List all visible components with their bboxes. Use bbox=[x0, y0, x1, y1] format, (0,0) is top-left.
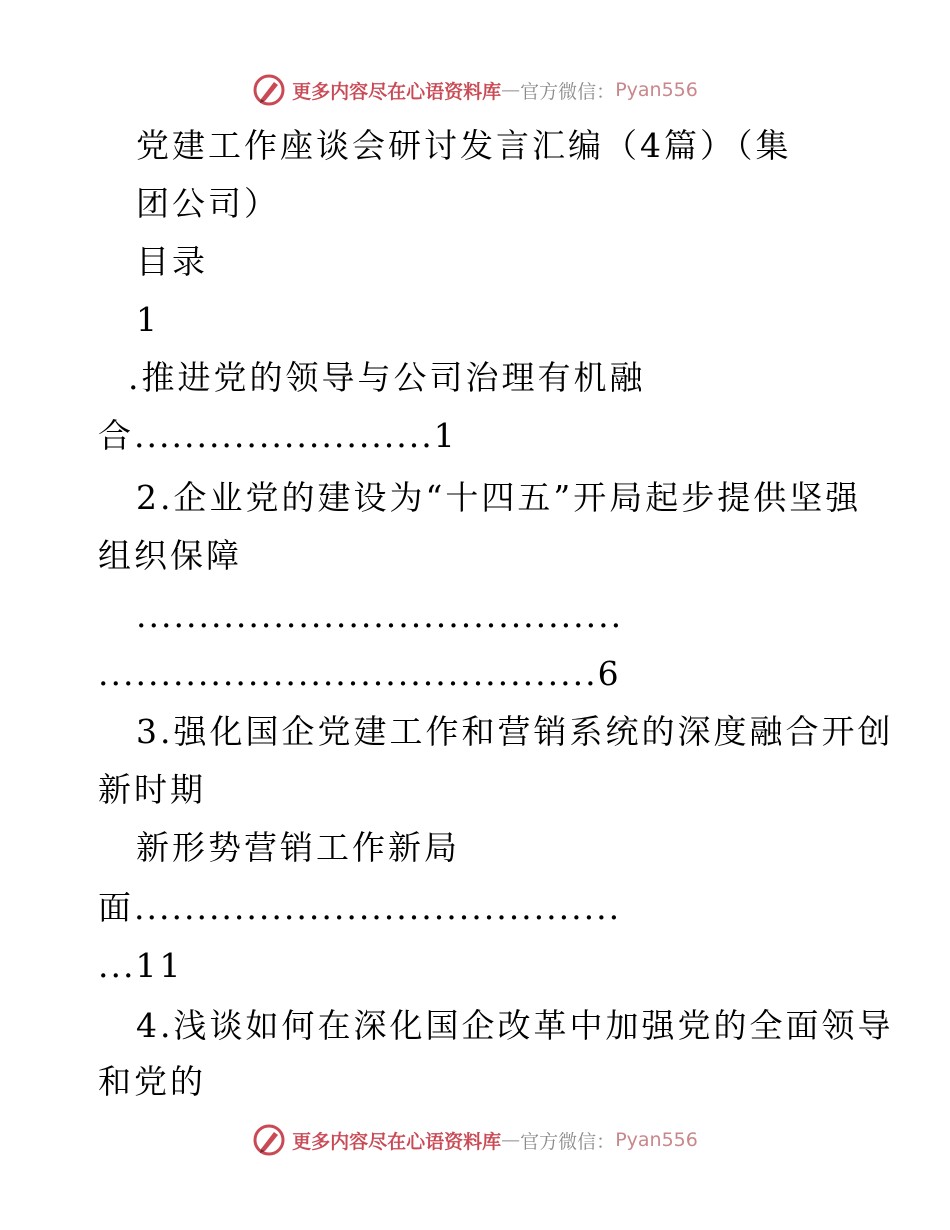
toc-entry-3-title-end: 面 bbox=[98, 888, 134, 927]
toc-entry-2-leader: ........................................ bbox=[98, 654, 598, 693]
document-title-line2: 团公司） bbox=[136, 184, 280, 223]
toc-entry-2-leader-line2 bbox=[98, 654, 622, 694]
toc-entry-2-leader-line1: ....................................... bbox=[136, 596, 624, 635]
toc-entry-1-title-end: 合 bbox=[98, 416, 134, 455]
toc-entry-3-leader-line2 bbox=[98, 946, 183, 986]
toc-entry-1-leader: ........................ bbox=[134, 416, 434, 455]
watermark-brand: 更多内容尽在心语资料库 bbox=[292, 1130, 502, 1153]
toc-entry-2-title-end: 组织保障 bbox=[98, 536, 242, 575]
toc-entry-2-page: 6 bbox=[597, 654, 622, 693]
watermark-account: Pyan556 bbox=[615, 79, 698, 101]
toc-entry-2-title: 2.企业党的建设为“十四五”开局起步提供坚强 bbox=[136, 478, 862, 517]
watermark-label: 官方微信： bbox=[520, 80, 616, 103]
toc-entry-1-title: .推进党的领导与公司治理有机融 bbox=[128, 358, 646, 397]
toc-entry-4-title-end: 和党的 bbox=[98, 1062, 206, 1101]
watermark-separator: — bbox=[501, 1129, 521, 1151]
toc-entry-3-page: 11 bbox=[135, 946, 184, 985]
toc-entry-1-continuation bbox=[98, 416, 458, 456]
toc-entry-3-title-line3: 新形势营销工作新局 bbox=[136, 828, 460, 867]
footer-watermark bbox=[0, 1120, 950, 1160]
pen-logo-icon bbox=[252, 1123, 286, 1157]
watermark-label: 官方微信： bbox=[520, 1130, 616, 1153]
toc-entry-3-leader-line1: ....................................... bbox=[134, 888, 622, 927]
header-watermark bbox=[0, 70, 950, 110]
watermark-account: Pyan556 bbox=[615, 1129, 698, 1151]
toc-entry-3-leader: ... bbox=[98, 946, 136, 985]
watermark-separator: — bbox=[501, 79, 521, 101]
toc-heading: 目录 bbox=[136, 242, 208, 281]
toc-entry-1-page: 1 bbox=[433, 416, 458, 455]
watermark-brand: 更多内容尽在心语资料库 bbox=[292, 80, 502, 103]
pen-logo-icon bbox=[252, 73, 286, 107]
toc-entry-3-title-line2: 新时期 bbox=[98, 770, 206, 809]
toc-entry-1-number: 1 bbox=[136, 300, 160, 339]
toc-entry-3-continuation bbox=[98, 888, 621, 928]
toc-entry-3-title: 3.强化国企党建工作和营销系统的深度融合开创 bbox=[136, 712, 894, 751]
document-title-line1: 党建工作座谈会研讨发言汇编（4篇）（集 bbox=[136, 126, 792, 165]
toc-entry-4-title: 4.浅谈如何在深化国企改革中加强党的全面领导 bbox=[136, 1006, 894, 1045]
